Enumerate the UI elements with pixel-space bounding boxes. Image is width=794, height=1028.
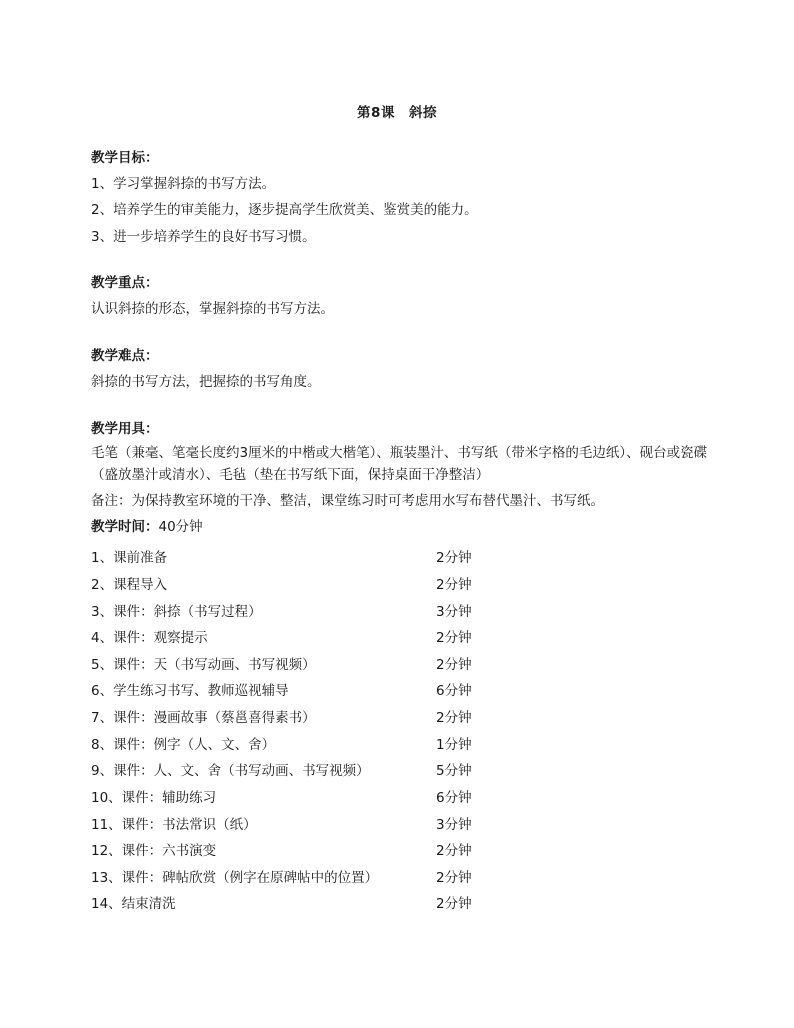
schedule-duration: 2分钟 <box>436 843 472 859</box>
schedule-row <box>91 600 491 618</box>
difficulties-heading: 教学难点： <box>91 348 159 364</box>
goal-item: 2、培养学生的审美能力，逐步提高学生欣赏美、鉴赏美的能力。 <box>91 202 478 218</box>
goals-heading: 教学目标： <box>91 150 159 166</box>
teaching-time-value: 40分钟 <box>158 519 203 535</box>
schedule-row <box>91 546 491 564</box>
schedule-duration: 2分钟 <box>436 896 472 912</box>
schedule-item: 11、课件：书法常识（纸） <box>91 817 257 833</box>
schedule-duration: 2分钟 <box>436 710 472 726</box>
schedule-item: 5、课件：天（书写动画、书写视频） <box>91 657 316 673</box>
schedule-duration: 1分钟 <box>436 737 472 753</box>
schedule-row <box>91 626 491 644</box>
schedule-duration: 6分钟 <box>436 683 472 699</box>
schedule-row <box>91 706 491 724</box>
schedule-row <box>91 573 491 591</box>
schedule-row <box>91 733 491 751</box>
schedule-duration: 6分钟 <box>436 790 472 806</box>
schedule-item: 9、课件：人、文、舍（书写动画、书写视频） <box>91 763 370 779</box>
difficulties-text: 斜捺的书写方法，把握捺的书写角度。 <box>91 374 321 390</box>
schedule-duration: 2分钟 <box>436 657 472 673</box>
schedule-item: 12、课件：六书演变 <box>91 843 217 859</box>
schedule-duration: 5分钟 <box>436 763 472 779</box>
schedule-item: 3、课件：斜捺（书写过程） <box>91 604 262 620</box>
tools-heading: 教学用具： <box>91 421 159 437</box>
schedule-row <box>91 813 491 831</box>
schedule-duration: 3分钟 <box>436 604 472 620</box>
goal-item: 1、学习掌握斜捺的书写方法。 <box>91 176 276 192</box>
key-points-heading: 教学重点： <box>91 275 159 291</box>
schedule-row <box>91 759 491 777</box>
schedule-duration: 2分钟 <box>436 630 472 646</box>
schedule-row <box>91 866 491 884</box>
schedule-row <box>91 892 491 910</box>
schedule-duration: 2分钟 <box>436 870 472 886</box>
schedule-duration: 2分钟 <box>436 550 472 566</box>
teaching-time <box>91 519 203 536</box>
schedule-item: 13、课件：碑帖欣赏（例字在原碑帖中的位置） <box>91 870 379 886</box>
tools-note: 备注：为保持教室环境的干净、整洁，课堂练习时可考虑用水写布替代墨汁、书写纸。 <box>91 493 604 509</box>
schedule-item: 7、课件：漫画故事（蔡邕喜得素书） <box>91 710 316 726</box>
schedule-item: 10、课件：辅助练习 <box>91 790 217 806</box>
schedule-item: 2、课程导入 <box>91 577 168 593</box>
schedule-item: 14、结束清洗 <box>91 896 176 912</box>
schedule-item: 1、课前准备 <box>91 550 168 566</box>
schedule-row <box>91 679 491 697</box>
schedule-row <box>91 786 491 804</box>
goal-item: 3、进一步培养学生的良好书写习惯。 <box>91 229 316 245</box>
lesson-title: 第8课 斜捺 <box>357 105 437 121</box>
teaching-time-label: 教学时间： <box>91 519 159 535</box>
schedule-item: 6、学生练习书写、教师巡视辅导 <box>91 683 289 699</box>
schedule-duration: 3分钟 <box>436 817 472 833</box>
key-points-text: 认识斜捺的形态，掌握斜捺的书写方法。 <box>91 301 334 317</box>
tools-text: 毛笔（兼毫、笔毫长度约3厘米的中楷或大楷笔）、瓶装墨汁、书写纸（带米字格的毛边纸）、砚台或瓷碟（盛放墨汁或清水）、毛毡（垫在书写纸下面，保持桌面干净整洁） <box>91 445 708 483</box>
schedule-row <box>91 653 491 671</box>
schedule-item: 8、课件：例字（人、文、舍） <box>91 737 276 753</box>
schedule-duration: 2分钟 <box>436 577 472 593</box>
schedule-item: 4、课件：观察提示 <box>91 630 208 646</box>
schedule-row <box>91 839 491 857</box>
